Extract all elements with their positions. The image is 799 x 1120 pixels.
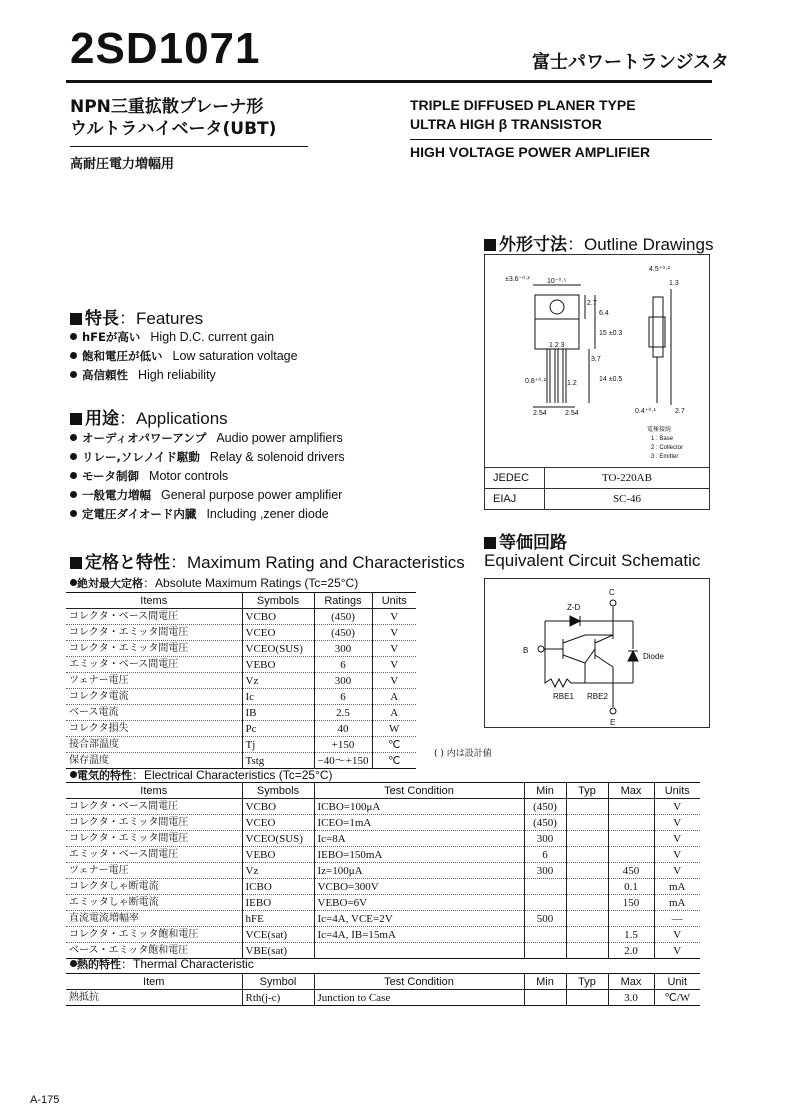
- table-cell: ICBO=100μA: [314, 799, 524, 815]
- table-cell: [566, 815, 608, 831]
- table-cell: エミッタ・ベース間電圧: [69, 658, 179, 670]
- bullet-icon: [70, 960, 77, 967]
- design-value-note: ( ) 内は設計値: [434, 749, 492, 759]
- outline-drawing: [485, 255, 709, 465]
- list-item: 飽和電圧が低い Low saturation voltage: [70, 346, 298, 365]
- table-cell: [608, 911, 654, 927]
- table-cell: 500: [524, 911, 566, 927]
- table-cell: VBE(sat): [242, 943, 314, 959]
- svg-text:15 ±0.3: 15 ±0.3: [599, 330, 623, 337]
- table-cell: 40: [314, 721, 372, 737]
- application-jp: 高耐圧電力増幅用: [70, 157, 175, 172]
- outline-heading: 外形寸法：Outline Drawings: [484, 230, 713, 255]
- table-cell: VCEO(SUS): [242, 641, 314, 657]
- section-square-icon: [484, 537, 496, 549]
- table-cell: VCE(sat): [242, 927, 314, 943]
- table-cell: コレクタしゃ断電流: [69, 880, 159, 892]
- table-cell: [608, 831, 654, 847]
- table-cell: [524, 895, 566, 911]
- table-cell: mA: [654, 895, 700, 911]
- table-cell: 3.0: [608, 990, 654, 1006]
- table-cell: Tj: [242, 737, 314, 753]
- table-cell: (450): [524, 799, 566, 815]
- table-cell: A: [372, 705, 416, 721]
- table-cell: Tstg: [242, 753, 314, 769]
- table-cell: ツェナー電圧: [69, 674, 129, 686]
- table-cell: 300: [524, 863, 566, 879]
- section-square-icon: [70, 557, 82, 569]
- application-en: HIGH VOLTAGE POWER AMPLIFIER: [410, 144, 651, 160]
- table-cell: [566, 943, 608, 959]
- table-cell: V: [654, 927, 700, 943]
- maker-name: 富士パワートランジスタ: [532, 52, 730, 73]
- electrical-table: Items Symbols Test Condition Min Typ Max Units コレクタ・ベース間電圧 VCBO ICBO=100μA (450) V コレクタ・エミッタ間電圧 VCEO ICEO=1mA (450) V コレクタ・エミッタ間電圧 VCEO(SUS) Ic=8A 300 V エミッタ・ベース間電圧 VEBO IEBO=150mA 6 V ツェナー電圧 Vz Iz=100μA 300 450 V コレクタしゃ断電流 ICBO VCBO=300V 0.1 mA エミッタしゃ断電流 IEBO VEBO=6V 150 mA 直流電流増幅率 hFE Ic=4A, VCE=2V 500 — コレクタ・エミッタ飽和電圧 VCE(sat) Ic=4A, IB=15mA 1.5 V ベース・エミッタ飽和電圧 VBE(sat) 2.0 V: [66, 782, 700, 959]
- table-cell: IEBO=150mA: [314, 847, 524, 863]
- table-cell: コレクタ・エミッタ飽和電圧: [69, 928, 199, 940]
- list-item: 定電圧ダイオード内臓 Including ,zener diode: [70, 504, 345, 523]
- type-jp-rule: [70, 146, 308, 147]
- table-row: [66, 689, 416, 705]
- table-cell: Vz: [242, 863, 314, 879]
- table-cell: V: [372, 641, 416, 657]
- table-cell: コレクタ電流: [69, 690, 129, 702]
- table-cell: 6: [314, 657, 372, 673]
- bullet-icon: [70, 453, 77, 460]
- svg-text:6.4: 6.4: [599, 310, 609, 317]
- table-cell: 450: [608, 863, 654, 879]
- table-row: [66, 863, 700, 879]
- svg-text:E: E: [610, 718, 616, 727]
- table-cell: ツェナー電圧: [69, 864, 129, 876]
- svg-text:Z-D: Z-D: [567, 603, 581, 612]
- table-row: [66, 737, 416, 753]
- table-cell: [314, 943, 524, 959]
- table-cell: A: [372, 689, 416, 705]
- svg-text:1 2 3: 1 2 3: [549, 342, 565, 349]
- list-item: リレー,ソレノイド駆動 Relay & solenoid drivers: [70, 447, 345, 466]
- section-square-icon: [70, 413, 82, 425]
- table-cell: Ic=4A, IB=15mA: [314, 927, 524, 943]
- table-cell: ベース・エミッタ飽和電圧: [69, 944, 189, 956]
- table-cell: 6: [524, 847, 566, 863]
- features-heading: 特長：Features: [70, 304, 203, 329]
- table-cell: 0.1: [608, 879, 654, 895]
- table-cell: Ic=4A, VCE=2V: [314, 911, 524, 927]
- list-item: オーディオパワーアンプ Audio power amplifiers: [70, 428, 345, 447]
- table-cell: VCEO: [242, 815, 314, 831]
- circuit-heading-jp: 等価回路: [484, 528, 567, 553]
- thermal-title: 熱的特性：Thermal Characteristic: [70, 955, 254, 972]
- svg-text:3 : Emitter: 3 : Emitter: [651, 454, 679, 460]
- svg-text:0.4⁺⁰·¹: 0.4⁺⁰·¹: [635, 408, 656, 415]
- table-cell: V: [372, 657, 416, 673]
- table-cell: [566, 831, 608, 847]
- svg-text:2.7: 2.7: [587, 300, 597, 307]
- svg-text:RBE1: RBE1: [553, 692, 574, 701]
- svg-text:B: B: [523, 646, 529, 655]
- table-cell: [524, 927, 566, 943]
- table-cell: VEBO=6V: [314, 895, 524, 911]
- table-cell: 300: [524, 831, 566, 847]
- table-cell: [566, 847, 608, 863]
- svg-text:RBE2: RBE2: [587, 692, 608, 701]
- table-row: [66, 879, 700, 895]
- abs-max-title: 絶対最大定格：Absolute Maximum Ratings (Tc=25°C): [70, 574, 358, 591]
- svg-text:2 : Collector: 2 : Collector: [651, 445, 684, 451]
- table-cell: [566, 927, 608, 943]
- svg-text:1 : Base: 1 : Base: [651, 436, 674, 442]
- table-cell: −40〜+150: [314, 753, 372, 769]
- table-cell: 1.5: [608, 927, 654, 943]
- table-cell: Ic: [242, 689, 314, 705]
- ratings-heading: 定格と特性：Maximum Rating and Characteristics: [70, 548, 465, 573]
- package-table: JEDEC TO-220AB EIAJ SC-46: [485, 467, 709, 510]
- table-cell: 直流電流増幅率: [69, 912, 139, 924]
- table-row: [66, 641, 416, 657]
- table-cell: Vz: [242, 673, 314, 689]
- table-cell: 接合部温度: [69, 738, 119, 750]
- table-row: [66, 609, 416, 625]
- table-cell: 熱抵抗: [69, 991, 99, 1003]
- list-item: 一般電力増幅 General purpose power amplifier: [70, 485, 345, 504]
- table-cell: V: [654, 799, 700, 815]
- table-cell: コレクタ・エミッタ間電圧: [69, 642, 189, 654]
- table-cell: hFE: [242, 911, 314, 927]
- table-cell: ICEO=1mA: [314, 815, 524, 831]
- table-cell: V: [654, 831, 700, 847]
- svg-text:C: C: [609, 588, 615, 597]
- table-row: [66, 911, 700, 927]
- section-square-icon: [70, 313, 82, 325]
- applications-list: [70, 428, 345, 523]
- list-item: 高信頼性 High reliability: [70, 365, 298, 384]
- features-list: [70, 327, 298, 384]
- table-row: [66, 895, 700, 911]
- table-cell: コレクタ・エミッタ間電圧: [69, 816, 189, 828]
- table-cell: Ic=8A: [314, 831, 524, 847]
- table-cell: W: [372, 721, 416, 737]
- table-cell: コレクタ・エミッタ間電圧: [69, 832, 189, 844]
- type-en-line1: TRIPLE DIFFUSED PLANER TYPE: [410, 97, 636, 113]
- type-en-line2: ULTRA HIGH β TRANSISTOR: [410, 116, 602, 132]
- table-cell: mA: [654, 879, 700, 895]
- table-row: [66, 721, 416, 737]
- table-row: [66, 705, 416, 721]
- table-cell: +150: [314, 737, 372, 753]
- table-row: [66, 847, 700, 863]
- table-cell: VEBO: [242, 657, 314, 673]
- table-row: [66, 815, 700, 831]
- svg-text:1.3: 1.3: [669, 280, 679, 287]
- table-cell: ℃: [372, 737, 416, 753]
- applications-heading: 用途：Applications: [70, 404, 228, 429]
- type-jp-line1: NPN三重拡散プレーナ形: [70, 97, 264, 117]
- table-cell: 2.0: [608, 943, 654, 959]
- table-cell: エミッタしゃ断電流: [69, 896, 159, 908]
- table-cell: V: [654, 863, 700, 879]
- abs-max-table: Items Symbols Ratings Units コレクタ・ベース間電圧 VCBO (450) V コレクタ・エミッタ間電圧 VCEO (450) V コレクタ・エミッタ間電圧 VCEO(SUS) 300 V エミッタ・ベース間電圧 VEBO 6 V ツェナー電圧 Vz 300 V コレクタ電流 Ic 6 A ベース電流 IB 2.5 A コレクタ損失 Pc 40 W 接合部温度 Tj +150 ℃ 保存温度 Tstg −40〜+150 ℃: [66, 592, 416, 769]
- table-row: [66, 625, 416, 641]
- svg-text:1.2: 1.2: [567, 380, 577, 387]
- bullet-icon: [70, 333, 77, 340]
- table-cell: VCEO: [242, 625, 314, 641]
- table-cell: V: [654, 943, 700, 959]
- circuit-schematic: [485, 579, 709, 727]
- section-square-icon: [484, 239, 496, 251]
- table-cell: ICBO: [242, 879, 314, 895]
- list-item: モータ制御 Motor controls: [70, 466, 345, 485]
- table-cell: Junction to Case: [314, 990, 524, 1006]
- table-cell: VCBO=300V: [314, 879, 524, 895]
- part-number: 2SD1071: [70, 24, 261, 73]
- svg-text:Diode: Diode: [643, 652, 664, 661]
- table-cell: IB: [242, 705, 314, 721]
- table-cell: VCEO(SUS): [242, 831, 314, 847]
- table-cell: 2.5: [314, 705, 372, 721]
- svg-text:2.54: 2.54: [565, 410, 579, 417]
- table-cell: エミッタ・ベース間電圧: [69, 848, 179, 860]
- svg-text:4.5⁺⁰·²: 4.5⁺⁰·²: [649, 266, 670, 273]
- type-jp-line2: ウルトラハイベータ(UBT): [70, 119, 277, 139]
- svg-text:10⁻⁰·⁵: 10⁻⁰·⁵: [547, 278, 567, 285]
- table-cell: 150: [608, 895, 654, 911]
- table-cell: [566, 863, 608, 879]
- table-cell: IEBO: [242, 895, 314, 911]
- table-cell: [524, 990, 566, 1006]
- mounting-hole: [550, 300, 564, 314]
- table-cell: Iz=100μA: [314, 863, 524, 879]
- table-cell: (450): [314, 625, 372, 641]
- table-row: [66, 990, 700, 1006]
- thermal-table: Item Symbol Test Condition Min Typ Max Unit 熱抵抗 Rth(j-c) Junction to Case 3.0 ℃/W: [66, 973, 700, 1006]
- table-cell: (450): [524, 815, 566, 831]
- tab-outline: [535, 295, 579, 319]
- electrical-title: 電気的特性：Electrical Characteristics (Tc=25°C): [70, 766, 333, 783]
- table-cell: —: [654, 911, 700, 927]
- table-cell: V: [654, 847, 700, 863]
- circuit-box: [484, 578, 710, 728]
- table-cell: V: [654, 815, 700, 831]
- table-cell: ℃: [372, 753, 416, 769]
- table-row: [66, 657, 416, 673]
- list-item: hFEが高い High D.C. current gain: [70, 327, 298, 346]
- table-cell: 300: [314, 673, 372, 689]
- svg-text:電極接続: 電極接続: [647, 426, 672, 433]
- table-cell: V: [372, 625, 416, 641]
- header-rule: [66, 80, 712, 83]
- table-cell: 保存温度: [69, 754, 109, 766]
- svg-text:3.7: 3.7: [591, 356, 601, 363]
- table-cell: [566, 911, 608, 927]
- type-en: [410, 96, 636, 134]
- table-cell: コレクタ・ベース間電圧: [69, 800, 179, 812]
- table-cell: [566, 879, 608, 895]
- table-cell: ベース電流: [69, 706, 119, 718]
- table-cell: [524, 879, 566, 895]
- table-cell: 300: [314, 641, 372, 657]
- table-cell: 6: [314, 689, 372, 705]
- table-cell: VEBO: [242, 847, 314, 863]
- svg-text:0.8⁺⁰·²: 0.8⁺⁰·²: [525, 378, 546, 385]
- table-cell: [566, 990, 608, 1006]
- table-cell: コレクタ・エミッタ間電圧: [69, 626, 189, 638]
- table-row: [66, 927, 700, 943]
- type-en-rule: [410, 139, 712, 140]
- table-cell: [566, 895, 608, 911]
- bullet-icon: [70, 771, 77, 778]
- bullet-icon: [70, 491, 77, 498]
- bullet-icon: [70, 579, 77, 586]
- bullet-icon: [70, 472, 77, 479]
- table-cell: コレクタ損失: [69, 722, 129, 734]
- svg-text:14 ±0.5: 14 ±0.5: [599, 376, 623, 383]
- table-cell: Pc: [242, 721, 314, 737]
- svg-text:±3.6⁻⁰·²: ±3.6⁻⁰·²: [505, 276, 530, 283]
- table-cell: コレクタ・ベース間電圧: [69, 610, 179, 622]
- table-cell: V: [372, 673, 416, 689]
- table-cell: [566, 799, 608, 815]
- svg-text:2.7: 2.7: [675, 408, 685, 415]
- svg-text:2.54: 2.54: [533, 410, 547, 417]
- table-row: [66, 799, 700, 815]
- circuit-heading-en: Equivalent Circuit Schematic: [484, 551, 701, 570]
- table-cell: [608, 815, 654, 831]
- table-row: [66, 673, 416, 689]
- bullet-icon: [70, 434, 77, 441]
- table-cell: (450): [314, 609, 372, 625]
- table-cell: Rth(j-c): [242, 990, 314, 1006]
- page-number: A-175: [30, 1094, 60, 1106]
- bullet-icon: [70, 371, 77, 378]
- table-cell: [524, 943, 566, 959]
- table-cell: [608, 847, 654, 863]
- bullet-icon: [70, 352, 77, 359]
- type-jp: [70, 96, 276, 140]
- table-cell: VCBO: [242, 799, 314, 815]
- outline-box: [484, 254, 710, 510]
- table-cell: ℃/W: [654, 990, 700, 1006]
- table-cell: V: [372, 609, 416, 625]
- table-cell: VCBO: [242, 609, 314, 625]
- table-cell: [608, 799, 654, 815]
- table-row: [66, 831, 700, 847]
- bullet-icon: [70, 510, 77, 517]
